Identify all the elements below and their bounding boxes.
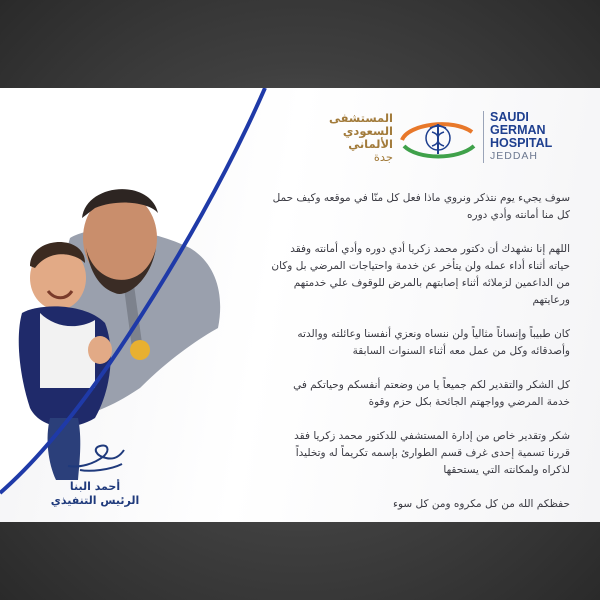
letter-paragraph: اللهم إنا نشهدك أن دكتور محمد زكريا أدي دوره وأدي أمانته وفقد حياته أثناء أداء عمله ولن يتأخر عن خدمة واحتياجات المرضي بل وكان من الداعمين لزملائه أثناء إصابتهم بالمرض للوقوف علي خدمتهم ورعايتهم (271, 243, 570, 306)
letter-paragraph: سوف يجيء يوم نتذكر ونروي ماذا فعل كل منّا في موقعه وكيف حمل كل منا أمانته وأدي دوره (272, 192, 570, 221)
letter-paragraph: شكر وتقدير خاص من إدارة المستشفي للدكتور محمد زكريا فقد قررنا تسمية إحدى غرف قسم الطوارئ بإسمه تكريماً له وتخليداً لذكراه ولمكانته التي يستحقها (294, 430, 570, 476)
signature-block (40, 436, 150, 508)
letter-paragraph: كل الشكر والتقدير لكم جميعاً يا من وضعتم أنفسكم وحياتكم في خدمة المرضي وواجهتم الجائحة بكل حزم وقوة (293, 379, 570, 408)
signatory-title: الرئيس التنفيذي (50, 494, 140, 507)
condolence-letter (0, 88, 600, 522)
hospital-logo (310, 108, 575, 168)
logo-english-name: SAUDI GERMAN HOSPITAL JEDDAH (483, 111, 552, 163)
handwritten-signature (60, 436, 130, 476)
letter-paragraph: حفظكم الله من كل مكروه ومن كل سوء (393, 498, 570, 510)
caduceus-globe-icon (398, 116, 478, 164)
letter-body (270, 190, 570, 522)
logo-arabic-name: المستشفى السعودي الألماني جدة (329, 111, 393, 164)
signatory-name: أحمد البنا (69, 480, 121, 493)
letter-paragraph: كان طبيباً وإنساناً مثالياً ولن ننساه ونعزي أنفسنا وعائلته ووالدته وأصدقائه وكل من عمل معه أثناء السنوات السابقة (297, 328, 570, 357)
